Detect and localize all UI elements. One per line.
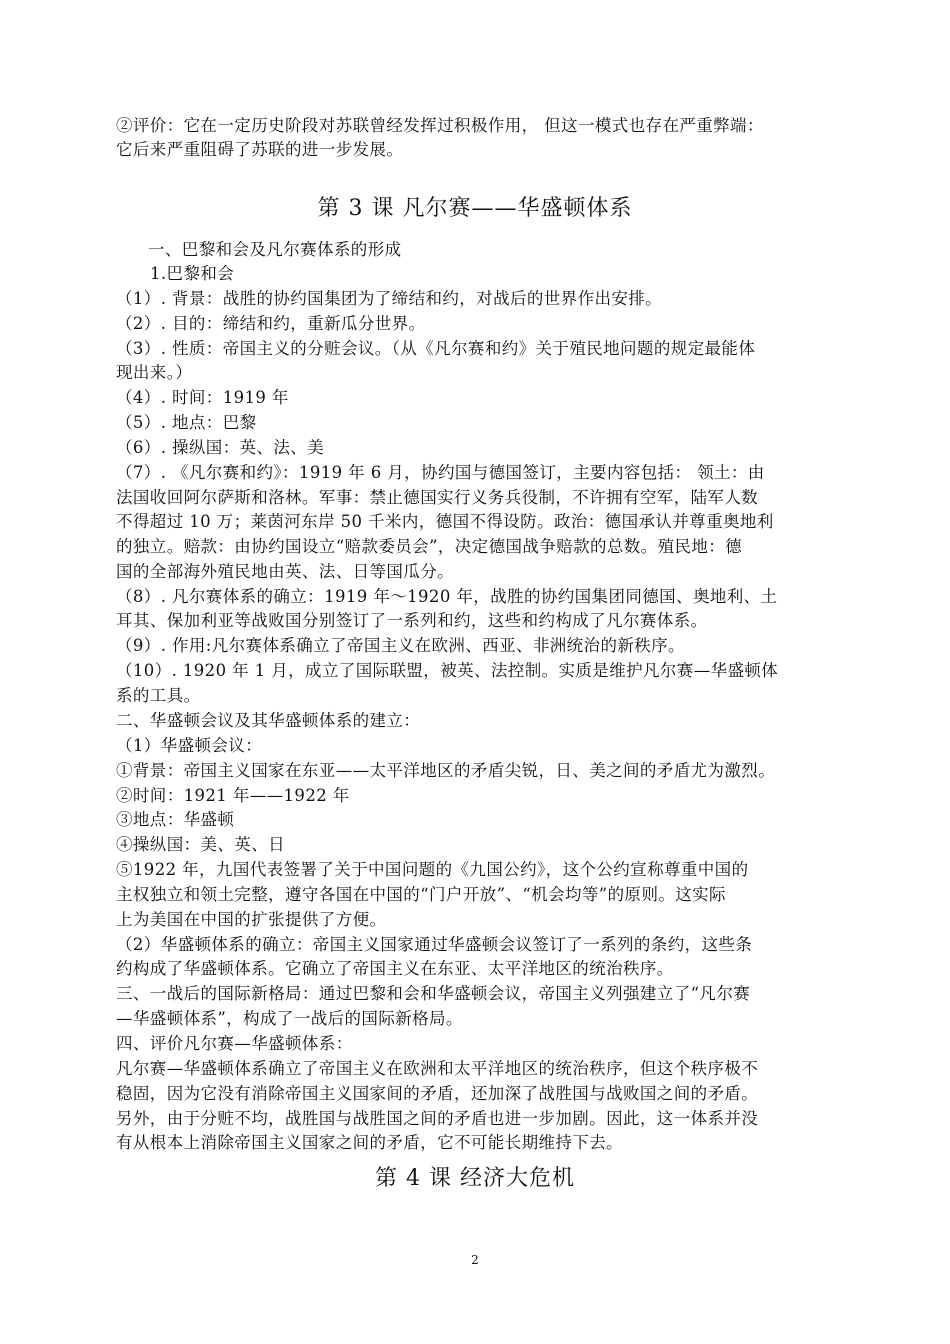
body-line: （3）. 性质：帝国主义的分赃会议。（从《凡尔赛和约》关于殖民地问题的规定最能体 [116, 339, 756, 358]
body-line: （1）. 背景：战胜的协约国集团为了缔结和约，对战后的世界作出安排。 [116, 289, 663, 308]
body-line: （9）. 作用:凡尔赛体系确立了帝国主义在欧洲、西亚、非洲统治的新秩序。 [116, 636, 685, 655]
body-line: 主权独立和领土完整，遵守各国在中国的“门户开放”、“机会均等”的原则。这实际 [116, 885, 726, 904]
body-line: 有从根本上消除帝国主义国家之间的矛盾，它不可能长期维持下去。 [116, 1133, 623, 1152]
body-line: （6）. 操纵国：英、法、美 [116, 438, 325, 457]
section-heading-3: 三、一战后的国际新格局：通过巴黎和会和华盛顿会议，帝国主义列强建立了“凡尔赛 [116, 984, 751, 1003]
body-line: —华盛顿体系”，构成了一战后的国际新格局。 [116, 1009, 463, 1028]
page-number: 2 [471, 1253, 479, 1267]
body-line: 上为美国在中国的扩张提供了方便。 [116, 910, 387, 929]
body-line: 凡尔赛—华盛顿体系确立了帝国主义在欧洲和太平洋地区的统治秩序，但这个秩序极不 [116, 1059, 759, 1078]
section-heading-1: 一、巴黎和会及凡尔赛体系的形成 [148, 240, 402, 259]
body-line: （4）. 时间：1919 年 [116, 388, 289, 407]
body-line: （2）. 目的：缔结和约，重新瓜分世界。 [116, 314, 426, 333]
subsection-heading: 1.巴黎和会 [150, 264, 235, 283]
body-line: 耳其、保加利亚等战败国分别签订了一系列和约，这些和约构成了凡尔赛体系。 [116, 611, 708, 630]
body-line: （1）华盛顿会议： [116, 736, 263, 755]
body-line: ③地点：华盛顿 [116, 810, 235, 829]
lesson-4-title: 第 4 课 经济大危机 [375, 1166, 575, 1191]
body-line: （2）华盛顿体系的确立：帝国主义国家通过华盛顿会议签订了一系列的条约，这些条 [116, 935, 753, 954]
intro-line-1: ②评价：它在一定历史阶段对苏联曾经发挥过积极作用， 但这一模式也存在严重弊端： [116, 116, 764, 135]
body-line: 稳固，因为它没有消除帝国主义国家间的矛盾，还加深了战胜国与战败国之间的矛盾。 [116, 1084, 759, 1103]
body-line: 的独立。赔款：由协约国设立“赔款委员会”，决定德国战争赔款的总数。殖民地：德 [116, 537, 743, 556]
body-line: 系的工具。 [116, 686, 201, 705]
body-line: 约构成了华盛顿体系。它确立了帝国主义在东亚、太平洋地区的统治秩序。 [116, 959, 674, 978]
body-line: 不得超过 10 万；莱茵河东岸 50 千米内，德国不得设防。政治：德国承认并尊重奥地利 [116, 512, 774, 531]
body-line: ①背景：帝国主义国家在东亚——太平洋地区的矛盾尖锐，日、美之间的矛盾尤为激烈。 [116, 761, 776, 780]
body-line: （7）. 《凡尔赛和约》：1919 年 6 月，协约国与德国签订，主要内容包括： 领土：由 [116, 463, 765, 482]
section-heading-4: 四、评价凡尔赛—华盛顿体系： [116, 1034, 353, 1053]
body-line: 法国收回阿尔萨斯和洛林。军事：禁止德国实行义务兵役制，不许拥有空军，陆军人数 [116, 488, 759, 507]
body-line: 现出来。） [116, 363, 193, 382]
lesson-3-title: 第 3 课 凡尔赛——华盛顿体系 [317, 196, 633, 221]
body-line: （8）. 凡尔赛体系的确立：1919 年～1920 年，战胜的协约国集团同德国、奥地利、土 [116, 587, 778, 606]
body-line: （5）. 地点：巴黎 [116, 413, 257, 432]
section-heading-2: 二、华盛顿会议及其华盛顿体系的建立： [116, 711, 421, 730]
intro-line-2: 它后来严重阻碍了苏联的进一步发展。 [116, 140, 404, 159]
body-line: 国的全部海外殖民地由英、法、日等国瓜分。 [116, 562, 454, 581]
body-line: 另外，由于分赃不均，战胜国与战胜国之间的矛盾也进一步加剧。因此，这一体系并没 [116, 1109, 759, 1128]
body-line: ⑤1922 年，九国代表签署了关于中国问题的《九国公约》，这个公约宣称尊重中国的 [116, 860, 749, 879]
body-line: ②时间：1921 年——1922 年 [116, 786, 350, 805]
body-line: （10）. 1920 年 1 月，成立了国际联盟，被英、法控制。实质是维护凡尔赛—华盛顿体 [116, 661, 779, 680]
body-line: ④操纵国：美、英、日 [116, 835, 285, 854]
